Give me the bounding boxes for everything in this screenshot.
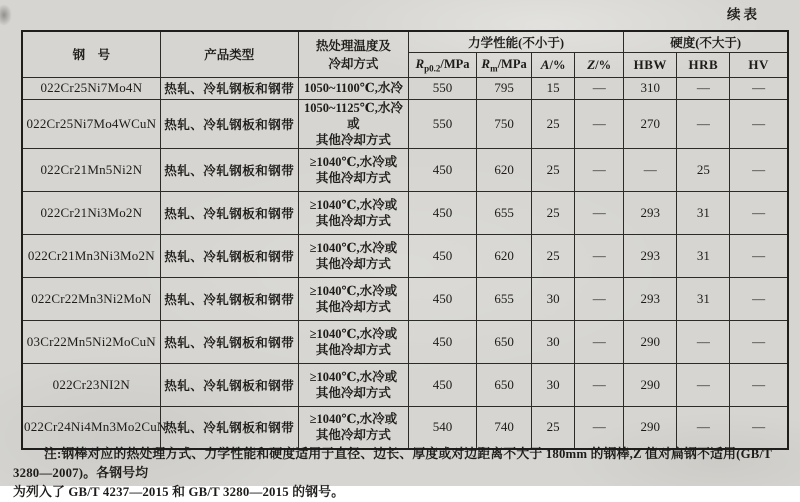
heat-treatment-line2: 其他冷却方式: [315, 385, 391, 400]
table-row: [22, 234, 788, 277]
cell-hrb: 31: [677, 191, 730, 234]
heat-treatment-line1: ≥1040℃,水冷或: [309, 412, 398, 427]
footnote-line1: 注:钢棒对应的热处理方式、力学性能和硬度适用于直径、边长、厚度或对边距离不大于 180mm 的钢棒,Z 值对扁钢不适用(GB/T 3280—2007)。各钢号均: [13, 447, 772, 480]
footnote-line2: 为列入了 GB/T 4237—2015 和 GB/T 3280—2015 的钢号。: [13, 485, 345, 499]
cell-hv: —: [730, 191, 788, 234]
heat-treatment-line1: ≥1040℃,水冷或: [309, 283, 398, 298]
cell-steel-grade: 022Cr22Mn3Ni2MoN: [22, 277, 160, 320]
cell-hrb: —: [677, 406, 730, 449]
cell-rm: 620: [477, 234, 532, 277]
header-mechanical-group: 力学性能(不小于): [408, 31, 623, 52]
cell-rp02: 450: [408, 277, 476, 320]
cell-steel-grade: 022Cr23NI2N: [22, 363, 160, 406]
cell-heat-treatment: [298, 148, 408, 191]
cell-reduction: —: [575, 99, 624, 148]
cell-product-type: 热轧、冷轧钢板和钢带: [160, 234, 298, 277]
cell-steel-grade: 022Cr21Mn3Ni3Mo2N: [22, 234, 160, 277]
cell-elongation: 30: [532, 320, 575, 363]
cell-reduction: —: [575, 320, 624, 363]
z-unit: /%: [595, 57, 612, 72]
table-row: [22, 99, 788, 148]
heat-treatment-line2: 其他冷却方式: [315, 213, 391, 228]
table-row: [22, 191, 788, 234]
cell-product-type: 热轧、冷轧钢板和钢带: [160, 277, 298, 320]
cell-product-type: 热轧、冷轧钢板和钢带: [160, 363, 298, 406]
cell-heat-treatment: [298, 363, 408, 406]
table-row: [22, 406, 788, 449]
heat-treatment-line2: 其他冷却方式: [315, 428, 391, 443]
table-row: [22, 77, 788, 99]
cell-rp02: 450: [408, 191, 476, 234]
cell-product-type: 热轧、冷轧钢板和钢带: [160, 148, 298, 191]
heat-treatment-line1: ≥1040℃,水冷或: [309, 154, 398, 169]
cell-hrb: —: [677, 77, 730, 99]
header-heat-treatment-line1: 热处理温度及: [315, 39, 391, 54]
cell-hv: —: [730, 406, 788, 449]
rp02-unit: /MPa: [440, 56, 470, 71]
heat-treatment-line2: 其他冷却方式: [315, 342, 391, 357]
cell-hv: —: [730, 277, 788, 320]
cell-rp02: 550: [408, 99, 476, 148]
table-row: [22, 277, 788, 320]
cell-reduction: —: [575, 77, 624, 99]
header-reduction: [575, 52, 624, 77]
cell-hbw: 293: [624, 191, 677, 234]
cell-elongation: 25: [532, 406, 575, 449]
cell-rm: 655: [477, 191, 532, 234]
cell-hrb: —: [677, 320, 730, 363]
cell-product-type: 热轧、冷轧钢板和钢带: [160, 99, 298, 148]
cell-rp02: 450: [408, 148, 476, 191]
cell-reduction: —: [575, 406, 624, 449]
heat-treatment-line2: 其他冷却方式: [315, 299, 391, 314]
steel-properties-table: [21, 30, 789, 450]
cell-hbw: 270: [624, 99, 677, 148]
continued-table-label: 续表: [727, 7, 760, 22]
cell-elongation: 30: [532, 363, 575, 406]
cell-reduction: —: [575, 148, 624, 191]
a-unit: /%: [549, 57, 566, 72]
cell-hv: —: [730, 99, 788, 148]
cell-heat-treatment: [298, 320, 408, 363]
header-hbw: HBW: [624, 52, 677, 77]
header-hrb: HRB: [677, 52, 730, 77]
cell-hv: —: [730, 148, 788, 191]
cell-reduction: —: [575, 191, 624, 234]
header-group-row: [22, 31, 788, 52]
cell-steel-grade: 022Cr21Ni3Mo2N: [22, 191, 160, 234]
cell-rm: 655: [477, 277, 532, 320]
header-rp02: [408, 52, 476, 77]
cell-elongation: 30: [532, 277, 575, 320]
cell-hbw: 290: [624, 363, 677, 406]
cell-product-type: 热轧、冷轧钢板和钢带: [160, 406, 298, 449]
cell-elongation: 25: [532, 234, 575, 277]
cell-hrb: 25: [677, 148, 730, 191]
cell-hbw: 293: [624, 234, 677, 277]
cell-heat-treatment: [298, 234, 408, 277]
cell-rp02: 550: [408, 77, 476, 99]
cell-steel-grade: 022Cr25Ni7Mo4WCuN: [22, 99, 160, 148]
cell-hv: —: [730, 320, 788, 363]
heat-treatment-line2: 其他冷却方式: [315, 256, 391, 271]
cell-hrb: 31: [677, 234, 730, 277]
cell-hv: —: [730, 363, 788, 406]
cell-hv: —: [730, 234, 788, 277]
cell-rm: 750: [477, 99, 532, 148]
a-symbol: A: [540, 56, 550, 72]
cell-product-type: 热轧、冷轧钢板和钢带: [160, 77, 298, 99]
cell-product-type: 热轧、冷轧钢板和钢带: [160, 320, 298, 363]
scan-artifact: [0, 4, 12, 26]
cell-heat-treatment: [298, 99, 408, 148]
cell-product-type: 热轧、冷轧钢板和钢带: [160, 191, 298, 234]
cell-hbw: 290: [624, 406, 677, 449]
z-symbol: Z: [587, 56, 596, 72]
cell-rp02: 450: [408, 363, 476, 406]
header-product-type: 产品类型: [160, 31, 298, 77]
cell-rm: 795: [477, 77, 532, 99]
cell-steel-grade: 022Cr21Mn5Ni2N: [22, 148, 160, 191]
cell-elongation: 25: [532, 191, 575, 234]
cell-rp02: 450: [408, 234, 476, 277]
cell-steel-grade: 022Cr25Ni7Mo4N: [22, 77, 160, 99]
cell-reduction: —: [575, 363, 624, 406]
cell-elongation: 15: [532, 77, 575, 99]
cell-steel-grade: 022Cr24Ni4Mn3Mo2CuN: [22, 406, 160, 449]
rm-subscript: m: [490, 63, 498, 74]
cell-hv: —: [730, 77, 788, 99]
cell-rm: 740: [477, 406, 532, 449]
heat-treatment-line1: 1050~1125℃,水冷或: [303, 100, 403, 131]
cell-reduction: —: [575, 277, 624, 320]
cell-reduction: —: [575, 234, 624, 277]
cell-heat-treatment: [298, 77, 408, 99]
cell-elongation: 25: [532, 148, 575, 191]
rp02-symbol: R: [415, 55, 425, 71]
cell-hbw: 290: [624, 320, 677, 363]
cell-rm: 650: [477, 320, 532, 363]
rp02-subscript: p0.2: [424, 63, 441, 74]
rm-unit: /MPa: [497, 56, 527, 71]
table-row: [22, 320, 788, 363]
cell-rp02: 540: [408, 406, 476, 449]
heat-treatment-line2: 其他冷却方式: [315, 170, 391, 185]
table-body: [22, 77, 788, 449]
header-hardness-group: 硬度(不大于): [624, 31, 788, 52]
cell-hbw: 310: [624, 77, 677, 99]
cell-heat-treatment: [298, 277, 408, 320]
rm-symbol: R: [481, 55, 491, 71]
cell-hrb: 31: [677, 277, 730, 320]
cell-steel-grade: 03Cr22Mn5Ni2MoCuN: [22, 320, 160, 363]
heat-treatment-line1: ≥1040℃,水冷或: [309, 240, 398, 255]
header-elongation: [532, 52, 575, 77]
table-row: [22, 148, 788, 191]
cell-heat-treatment: [298, 191, 408, 234]
heat-treatment-line1: ≥1040℃,水冷或: [309, 197, 398, 212]
heat-treatment-line2: 其他冷却方式: [315, 132, 391, 147]
cell-hrb: —: [677, 99, 730, 148]
cell-hrb: —: [677, 363, 730, 406]
header-steel-grade: 钢 号: [22, 31, 160, 77]
cell-hbw: 293: [624, 277, 677, 320]
header-heat-treatment-line2: 冷却方式: [328, 57, 379, 72]
cell-hbw: —: [624, 148, 677, 191]
header-rm: [477, 52, 532, 77]
heat-treatment-line1: ≥1040℃,水冷或: [309, 369, 398, 384]
table-row: [22, 363, 788, 406]
cell-rm: 620: [477, 148, 532, 191]
header-hv: HV: [730, 52, 788, 77]
cell-elongation: 25: [532, 99, 575, 148]
footnote: [13, 445, 793, 502]
cell-rm: 650: [477, 363, 532, 406]
cell-rp02: 450: [408, 320, 476, 363]
cell-heat-treatment: [298, 406, 408, 449]
header-heat-treatment: [298, 31, 408, 77]
heat-treatment-line1: 1050~1100℃,水冷: [303, 81, 403, 95]
heat-treatment-line1: ≥1040℃,水冷或: [309, 326, 398, 341]
